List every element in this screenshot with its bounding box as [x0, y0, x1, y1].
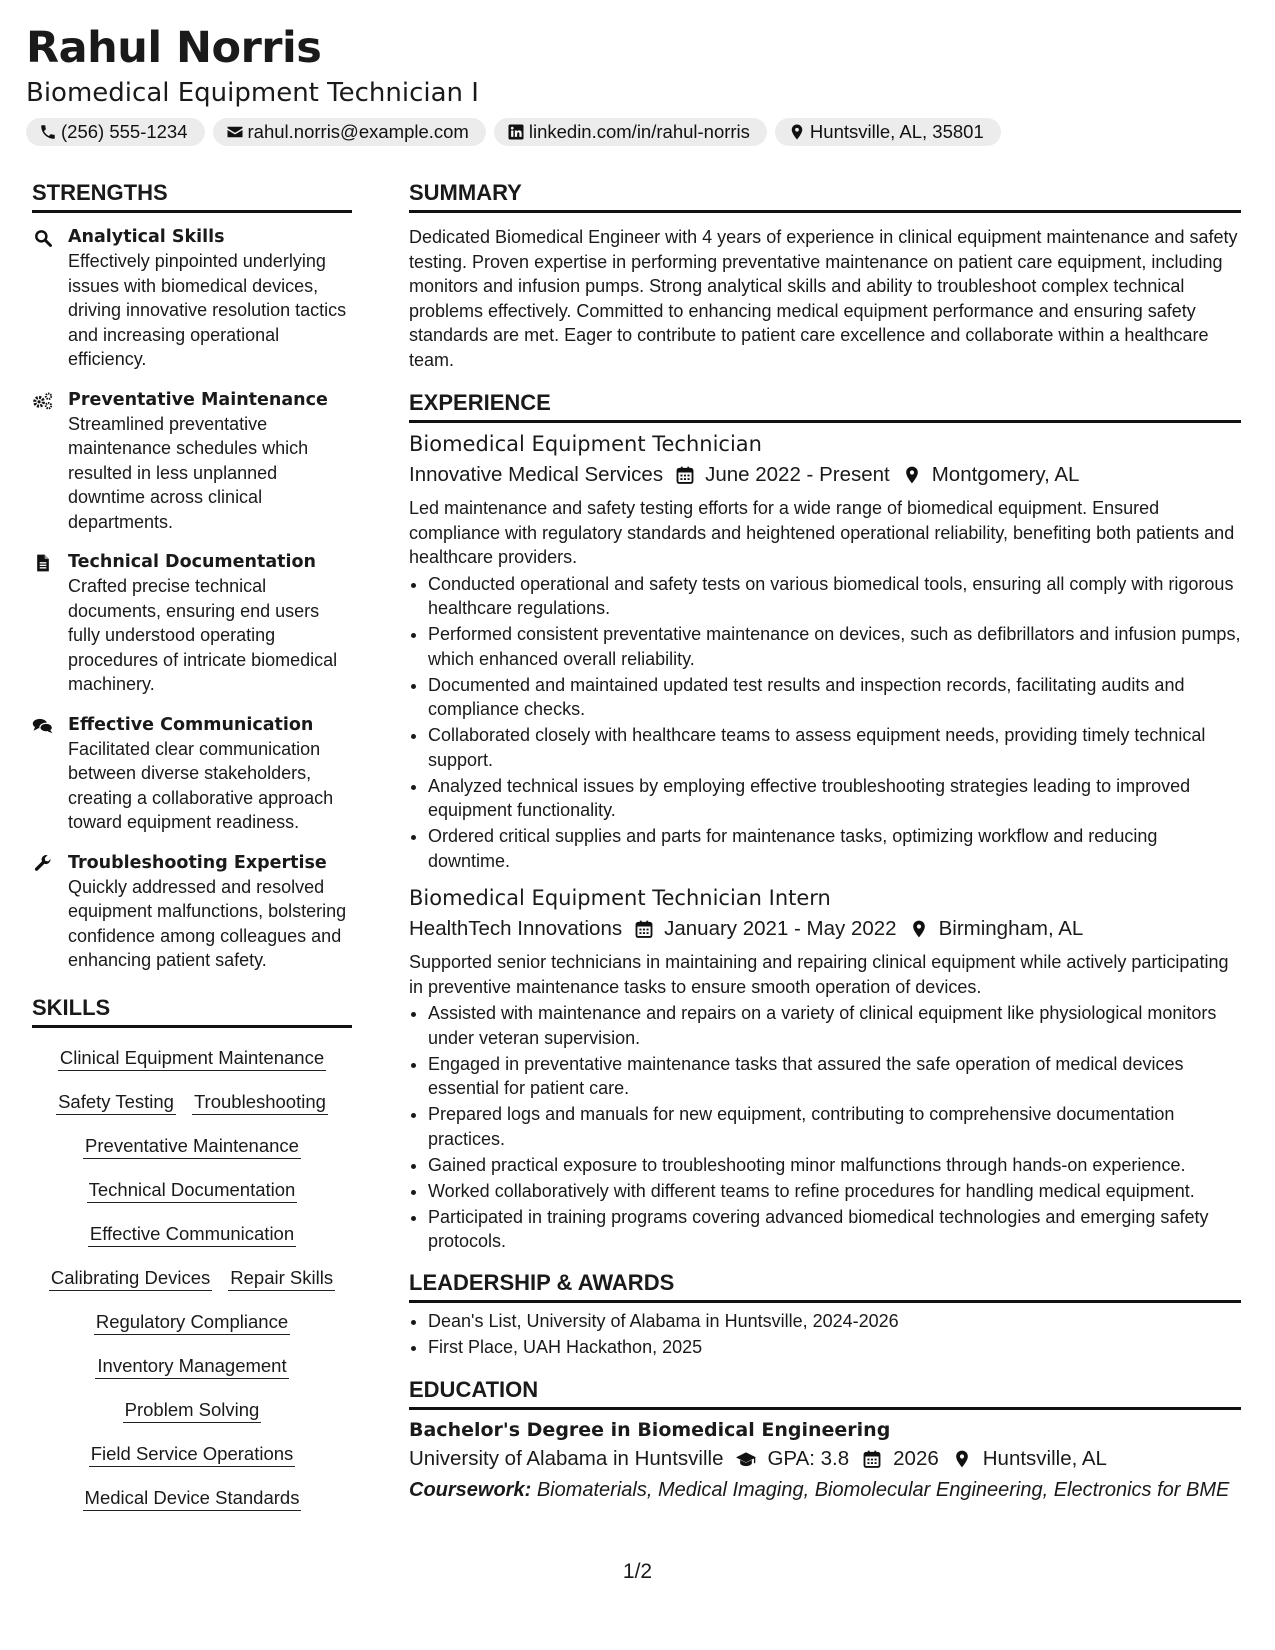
summary-text: Dedicated Biomedical Engineer with 4 years of experience in clinical equipment maintenance and safety testing. Proven expertise in performing preventative maintenance on patient care equipment, including monitors and infusion pumps. Strong analytical skills and ability to troubleshoot complex technical problems effectively. Committed to enhancing medical equipment performance and ensuring safety standards are met. Eager to contribute to patient care excellence and collaborate within a healthcare team.	[409, 227, 1238, 370]
job-bullets	[409, 1001, 1241, 1254]
job-bullet: • Engaged in preventative maintenance tasks that assured the safe operation of medical devices essential for patient care.	[428, 1052, 1241, 1101]
education-heading: EDUCATION	[409, 1375, 1241, 1410]
skill-tag: Calibrating Devices	[49, 1266, 212, 1291]
job-bullet: • Performed consistent preventative maintenance on devices, such as defibrillators and infusion pumps, which enhanced overall reliability.	[428, 622, 1241, 671]
job-bullet: • Participated in training programs covering advanced biomedical technologies and emerging safety protocols.	[428, 1205, 1241, 1254]
strength-description: Streamlined preventative maintenance schedules which resulted in less unplanned downtime across clinical departments.	[68, 413, 309, 532]
document-icon	[32, 550, 68, 697]
contact-linkedin-text: linkedin.com/in/rahul-norris	[528, 121, 750, 142]
page-number: 1/2	[622, 1560, 653, 1583]
job-bullet: • Conducted operational and safety tests on various biomedical tools, ensuring all comply with rigorous healthcare regulations.	[428, 572, 1241, 621]
coursework-label: Coursework:	[409, 1479, 532, 1501]
job-bullet: • Gained practical exposure to troubleshooting minor malfunctions through hands-on experience.	[428, 1153, 1241, 1178]
map-pin-icon	[909, 919, 929, 939]
skill-tag: Inventory Management	[95, 1354, 288, 1379]
skill-tag: Problem Solving	[123, 1398, 262, 1423]
left-column	[32, 178, 352, 1511]
awards-list	[409, 1309, 1241, 1360]
calendar-icon	[675, 465, 695, 485]
candidate-title: Biomedical Equipment Technician I	[26, 78, 479, 108]
summary-heading: SUMMARY	[409, 178, 1241, 213]
skill-tag: Regulatory Compliance	[94, 1310, 290, 1335]
comments-icon	[32, 713, 68, 835]
envelope-icon	[225, 122, 245, 142]
strength-description: Crafted precise technical documents, ensuring end users fully understood operating procedures of intricate biomedical machinery.	[68, 576, 338, 694]
skills-heading: SKILLS	[32, 993, 352, 1028]
skill-tag: Medical Device Standards	[83, 1486, 302, 1511]
contact-email[interactable]	[213, 118, 486, 146]
award-item: • Dean's List, University of Alabama in Huntsville, 2024-2026	[428, 1309, 1241, 1334]
strength-name: Preventative Maintenance	[68, 389, 328, 410]
job-meta	[409, 914, 1241, 944]
job-dates: January 2021 - May 2022	[664, 917, 897, 940]
education-year: 2026	[893, 1447, 939, 1470]
job-location: Birmingham, AL	[938, 917, 1084, 940]
contact-location[interactable]	[775, 118, 1001, 146]
job-bullet: • Assisted with maintenance and repairs on a variety of clinical equipment like physiological monitors under veteran supervision.	[428, 1001, 1241, 1050]
skill-tag: Field Service Operations	[89, 1442, 296, 1467]
contact-phone-text: (256) 555-1234	[61, 121, 188, 142]
strength-item	[32, 550, 352, 697]
contact-email-text: rahul.norris@example.com	[247, 121, 469, 142]
candidate-name: Rahul Norris	[26, 23, 322, 73]
job-company: HealthTech Innovations	[409, 917, 623, 940]
award-item: • First Place, UAH Hackathon, 2025	[428, 1335, 1241, 1360]
education-meta	[409, 1444, 1241, 1474]
job-company: Innovative Medical Services	[409, 463, 664, 486]
coursework-list: Biomaterials, Medical Imaging, Biomolecular Engineering, Electronics for BME	[536, 1479, 1230, 1501]
skill-tag: Safety Testing	[56, 1090, 176, 1115]
linkedin-icon	[506, 122, 526, 142]
strength-description: Facilitated clear communication between diverse stakeholders, creating a collaborative approach toward equipment readiness.	[68, 738, 334, 832]
skill-tag: Technical Documentation	[87, 1178, 298, 1203]
skill-tag: Clinical Equipment Maintenance	[58, 1046, 326, 1071]
education-school: University of Alabama in Huntsville	[409, 1447, 724, 1470]
map-pin-icon	[787, 122, 807, 142]
job-bullet: • Worked collaboratively with different teams to refine procedures for handling medical equipment.	[428, 1179, 1241, 1204]
job-bullet: • Collaborated closely with healthcare teams to assess equipment needs, providing timely technical support.	[428, 723, 1241, 772]
strength-item	[32, 225, 352, 372]
job-bullet: • Analyzed technical issues by employing effective troubleshooting strategies leading to improved equipment functionality.	[428, 774, 1241, 823]
skill-tag: Preventative Maintenance	[83, 1134, 301, 1159]
education-coursework	[409, 1475, 1241, 1505]
job-bullet: • Ordered critical supplies and parts for maintenance tasks, optimizing workflow and reducing downtime.	[428, 824, 1241, 873]
job-summary: Supported senior technicians in maintaining and repairing clinical equipment while actively participating in preventive maintenance tasks to ensure smooth operation of devices.	[409, 952, 1229, 997]
education-degree: Bachelor's Degree in Biomedical Engineering	[409, 1419, 891, 1441]
skill-tag: Repair Skills	[228, 1266, 335, 1291]
search-icon	[32, 225, 68, 372]
skill-tag: Effective Communication	[88, 1222, 296, 1247]
leadership-heading: LEADERSHIP & AWARDS	[409, 1268, 1241, 1303]
calendar-icon	[634, 919, 654, 939]
strength-item	[32, 851, 352, 973]
strength-name: Technical Documentation	[68, 552, 317, 572]
strength-item	[32, 388, 352, 535]
phone-icon	[38, 122, 58, 142]
contact-phone[interactable]	[26, 118, 205, 146]
contact-bar	[26, 118, 1249, 146]
contact-linkedin[interactable]	[494, 118, 767, 146]
gears-icon	[32, 388, 68, 535]
job-bullets	[409, 572, 1241, 874]
job-meta	[409, 460, 1241, 490]
graduation-cap-icon	[735, 1449, 757, 1469]
skills-list	[32, 1042, 352, 1511]
contact-location-text: Huntsville, AL, 35801	[809, 121, 984, 142]
strength-description: Effectively pinpointed underlying issues with biomedical devices, driving innovative resolution tactics and increasing operational efficiency.	[68, 251, 347, 369]
education-location: Huntsville, AL	[982, 1447, 1107, 1470]
strength-item	[32, 713, 352, 835]
right-column	[409, 178, 1241, 1505]
experience-heading: EXPERIENCE	[409, 388, 1241, 423]
map-pin-icon	[902, 465, 922, 485]
map-pin-icon	[951, 1449, 973, 1469]
job-bullet: • Prepared logs and manuals for new equipment, contributing to comprehensive documentation practices.	[428, 1102, 1241, 1151]
job-summary: Led maintenance and safety testing efforts for a wide range of biomedical equipment. Ensured compliance with regulatory standards and heightened operational reliability, benefiting both patients and healthcare providers.	[409, 498, 1235, 567]
job-entry	[409, 883, 1241, 1254]
job-entry	[409, 429, 1241, 873]
strength-description: Quickly addressed and resolved equipment malfunctions, bolstering confidence among colleagues and enhancing patient safety.	[68, 876, 347, 970]
job-title: Biomedical Equipment Technician	[409, 432, 762, 456]
strength-name: Analytical Skills	[68, 227, 225, 247]
job-bullet: • Documented and maintained updated test results and inspection records, facilitating audits and compliance checks.	[428, 673, 1241, 722]
job-title: Biomedical Equipment Technician Intern	[409, 886, 831, 910]
resume-header	[26, 22, 1249, 146]
strength-name: Troubleshooting Expertise	[68, 852, 327, 873]
job-dates: June 2022 - Present	[705, 463, 890, 486]
job-location: Montgomery, AL	[931, 463, 1080, 486]
skill-tag: Troubleshooting	[192, 1090, 328, 1115]
calendar-icon	[861, 1449, 883, 1469]
strength-name: Effective Communication	[68, 714, 314, 735]
education-gpa: GPA: 3.8	[767, 1447, 850, 1470]
strengths-heading: STRENGTHS	[32, 178, 352, 213]
wrench-icon	[32, 851, 68, 973]
